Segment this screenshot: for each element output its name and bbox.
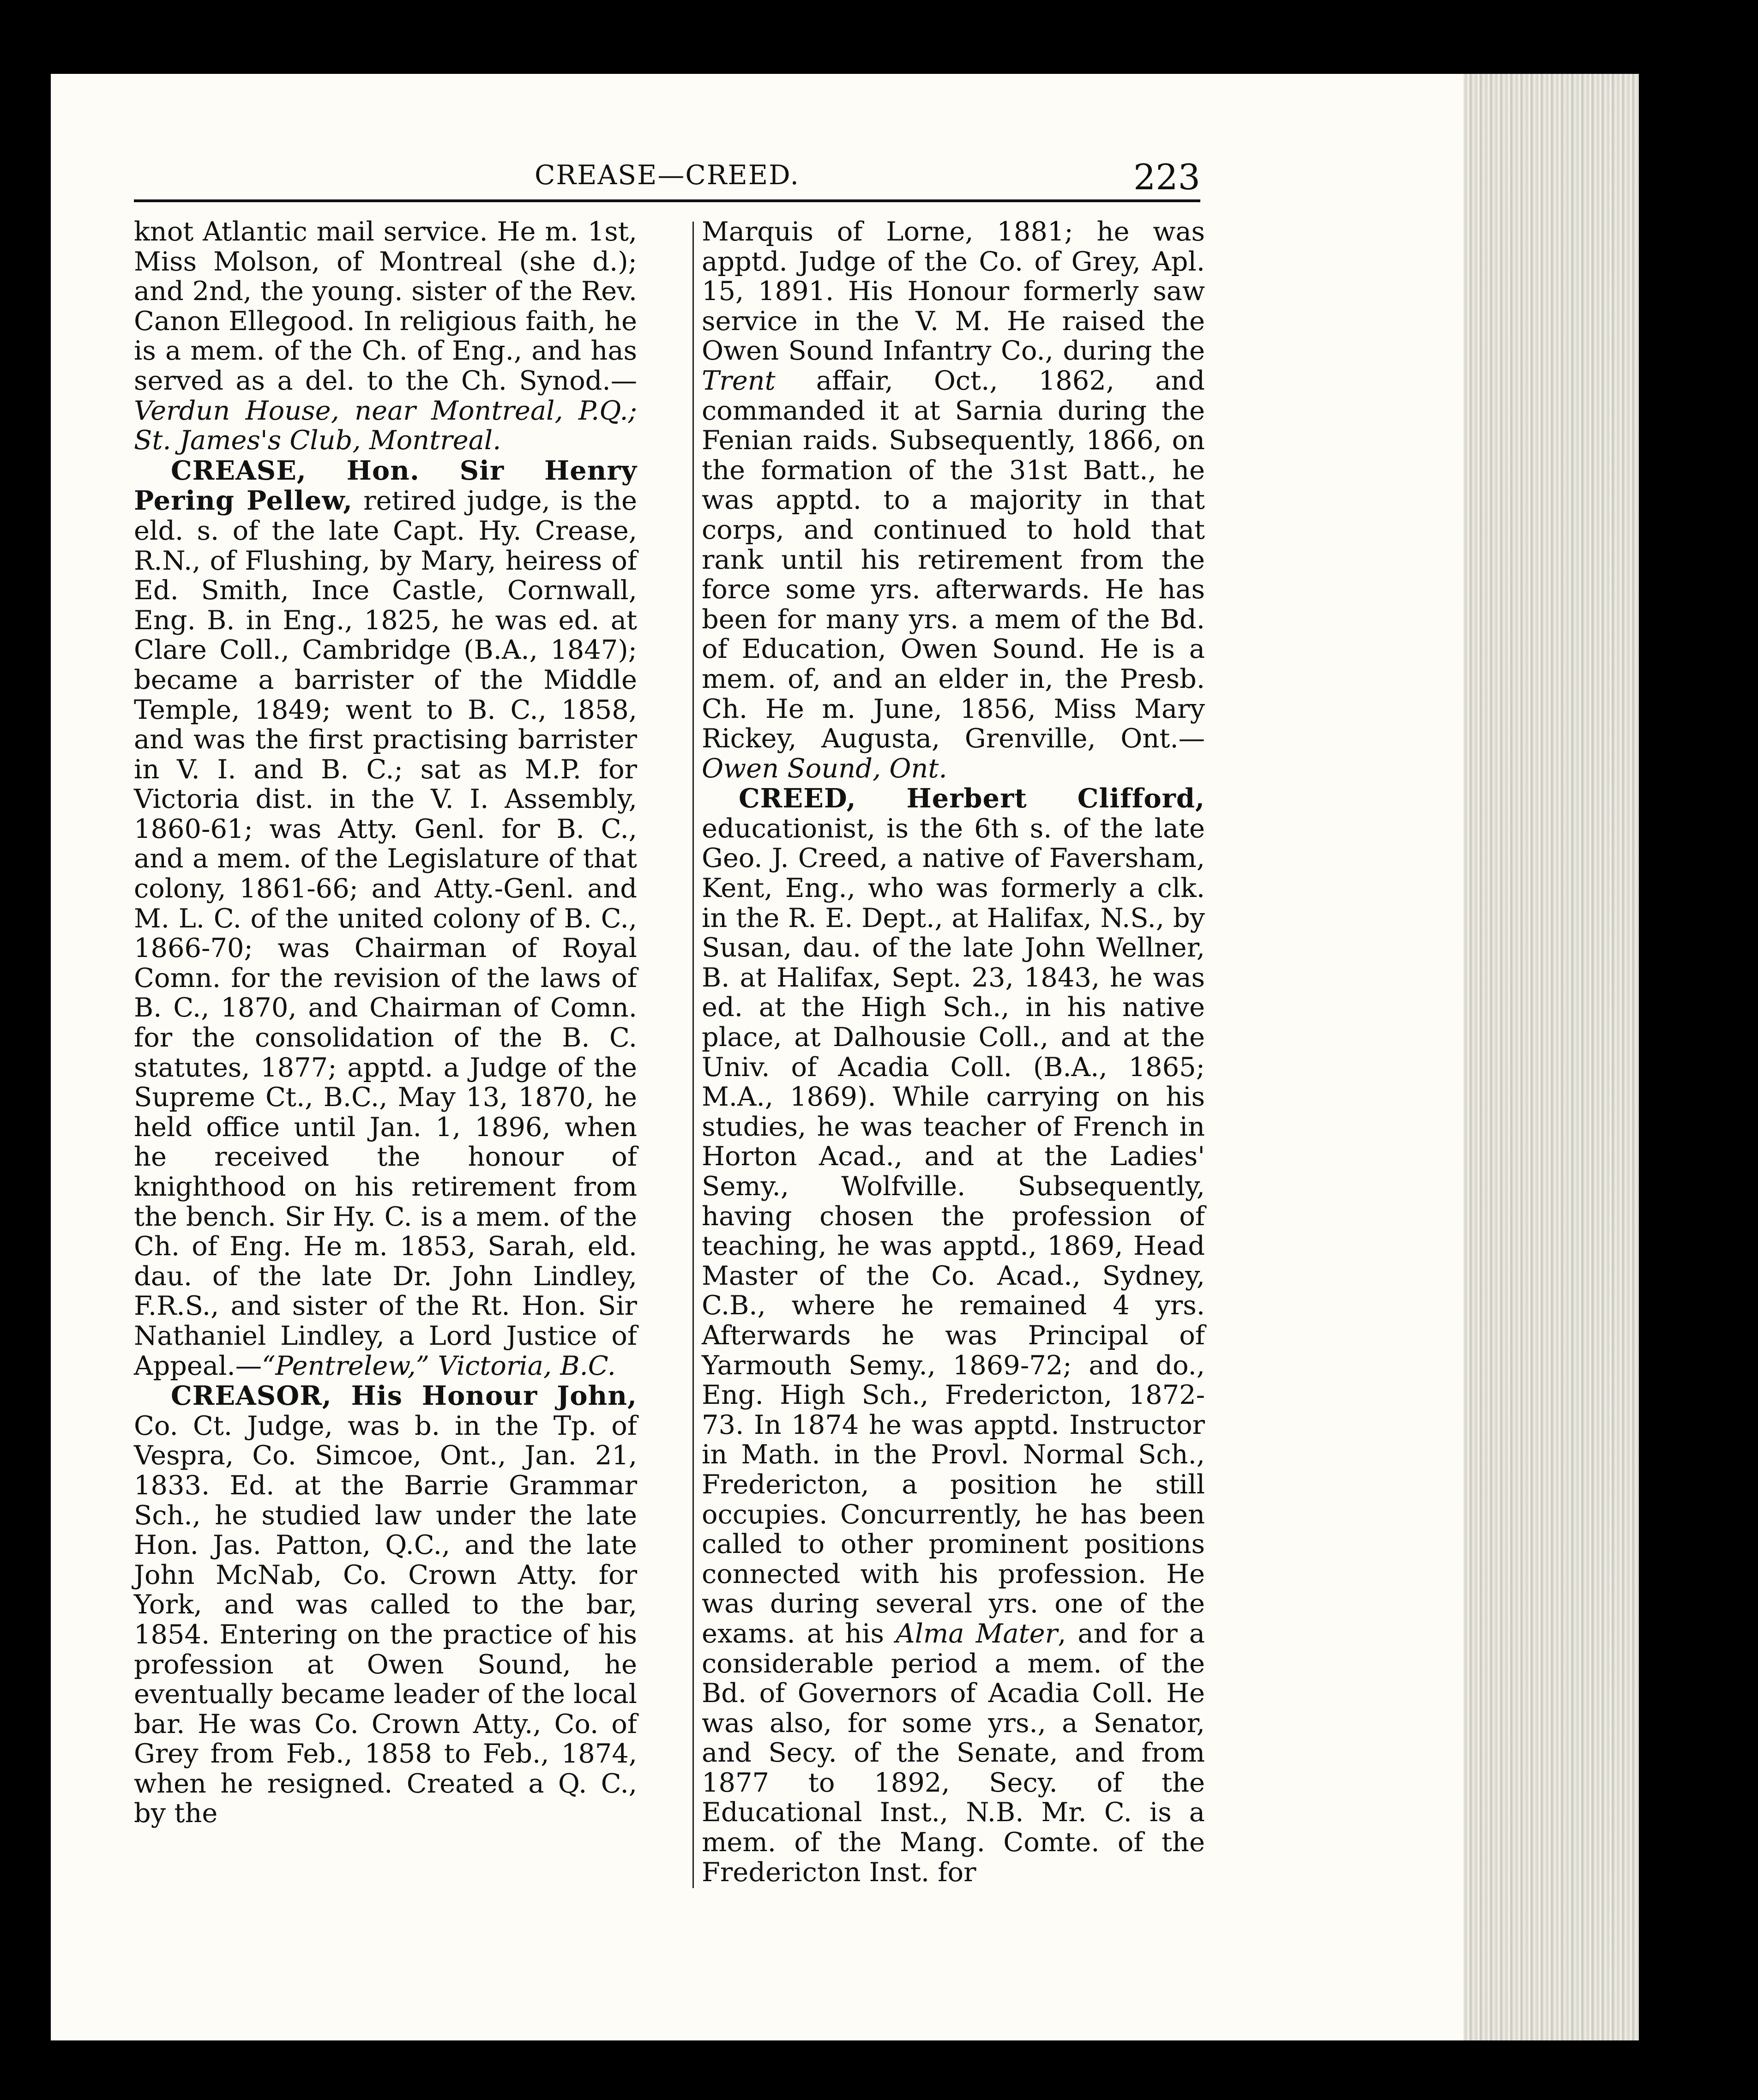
entry-address: “Pentrelew,” Victoria, B.C. xyxy=(262,1350,616,1381)
carryover-text: knot Atlantic mail service. He m. 1st, Miss Molson, of Montreal (she d.); and 2nd, the young. sister of the Rev. Canon Ellegood. In religious faith, he is a mem. of the Ch. of Eng., and has served as a del. to the Ch. Synod.— xyxy=(134,216,637,396)
page-number: 223 xyxy=(1133,156,1200,198)
carryover-text-rest: affair, Oct., 1862, and commanded it at Sarnia during the Fenian raids. Subsequently, 1866, on the formation of the 31st Batt., he was apptd. to a majority in that corps, and continued to hold that rank until his retirement from the force some yrs. afterwards. He has been for many yrs. a mem of the Bd. of Education, Owen Sound. He is a mem. of, and an elder in, the Presb. Ch. He m. June, 1856, Miss Mary Rickey, Augusta, Grenville, Ont.— xyxy=(702,365,1205,754)
carryover-entry xyxy=(702,217,1205,783)
entry-body: Co. Ct. Judge, was b. in the Tp. of Vespra, Co. Simcoe, Ont., Jan. 21, 1833. Ed. at the Barrie Grammar Sch., he studied law under the late Hon. Jas. Patton, Q.C., and the late John McNab, Co. Crown Atty. for York, and was called to the bar, 1854. Entering on the practice of his profession at Owen Sound, he eventually became leader of the local bar. He was Co. Crown Atty., Co. of Grey from Feb., 1858 to Feb., 1874, when he resigned. Created a Q. C., by the xyxy=(134,1410,637,1829)
entry-creasor xyxy=(134,1381,637,1829)
carryover-address: Verdun House, near Montreal, P.Q.; St. James's Club, Montreal. xyxy=(134,395,637,456)
entry-italic: Alma Mater xyxy=(896,1618,1058,1649)
running-title: CREASE—CREED. xyxy=(535,159,800,191)
carryover-address: Owen Sound, Ont. xyxy=(702,752,947,784)
running-header xyxy=(134,156,1200,198)
entry-heading: CREASE, Hon. Sir Henry Pering Pellew, xyxy=(134,454,637,517)
entry-body-continued: , and for a considerable period a mem. of the Bd. of Governors of Acadia Coll. He was also, for some yrs., a Senator, and Secy. of the Senate, and from 1877 to 1892, Secy. of the Educational Inst., N.B. Mr. C. is a mem. of the Mang. Comte. of the Fredericton Inst. for xyxy=(702,1618,1205,1888)
carryover-text: Marquis of Lorne, 1881; he was apptd. Judge of the Co. of Grey, Apl. 15, 1891. His Honour formerly saw service in the V. M. He raised the Owen Sound Infantry Co., during the xyxy=(702,216,1205,367)
entry-heading: CREED, Herbert Clifford, xyxy=(739,782,1205,814)
entry-body: retired judge, is the eld. s. of the late Capt. Hy. Crease, R.N., of Flushing, by Mary, heiress of Ed. Smith, Ince Castle, Cornwall, Eng. B. in Eng., 1825, he was ed. at Clare Coll., Cambridge (B.A., 1847); became a barrister of the Middle Temple, 1849; went to B. C., 1858, and was the first practising barrister in V. I. and B. C.; sat as M.P. for Victoria dist. in the V. I. Assembly, 1860-61; was Atty. Genl. for B. C., and a mem. of the Legislature of that colony, 1861-66; and Atty.-Genl. and M. L. C. of the united colony of B. C., 1866-70; was Chairman of Royal Comn. for the revision of the laws of B. C., 1870, and Chairman of Comn. for the consolidation of the B. C. statutes, 1877; apptd. a Judge of the Supreme Ct., B.C., May 13, 1870, he held office until Jan. 1, 1896, when he received the honour of knighthood on his retirement from the bench. Sir Hy. C. is a mem. of the Ch. of Eng. He m. 1853, Sarah, eld. dau. of the late Dr. John Lindley, F.R.S., and sister of the Rt. Hon. Sir Nathaniel Lindley, a Lord Justice of Appeal.— xyxy=(134,485,637,1381)
entry-crease xyxy=(134,456,637,1381)
right-column xyxy=(702,217,1205,1887)
header-rule xyxy=(134,199,1200,202)
entry-heading: CREASOR, His Honour John, xyxy=(171,1380,637,1412)
carryover-entry xyxy=(134,217,637,456)
column-divider xyxy=(692,222,694,1888)
carryover-italic: Trent xyxy=(702,365,776,396)
left-column xyxy=(134,217,637,1829)
entry-creed xyxy=(702,783,1205,1887)
page-gutter-shadow xyxy=(1463,74,1639,2040)
entry-body: educationist, is the 6th s. of the late Geo. J. Creed, a native of Faversham, Kent, Eng., who was formerly a clk. in the R. E. Dept., at Halifax, N.S., by Susan, dau. of the late John Wellner, B. at Halifax, Sept. 23, 1843, he was ed. at the High Sch., in his native place, at Dalhousie Coll., and at the Univ. of Acadia Coll. (B.A., 1865; M.A., 1869). While carrying on his studies, he was teacher of French in Horton Acad., and at the Ladies' Semy., Wolfville. Subsequently, having chosen the profession of teaching, he was apptd., 1869, Head Master of the Co. Acad., Sydney, C.B., where he remained 4 yrs. Afterwards he was Principal of Yarmouth Semy., 1869-72; and do., Eng. High Sch., Fredericton, 1872-73. In 1874 he was apptd. Instructor in Math. in the Provl. Normal Sch., Fredericton, a position he still occupies. Concurrently, he has been called to other prominent positions connected with his profession. He was during several yrs. one of the exams. at his xyxy=(702,812,1205,1649)
